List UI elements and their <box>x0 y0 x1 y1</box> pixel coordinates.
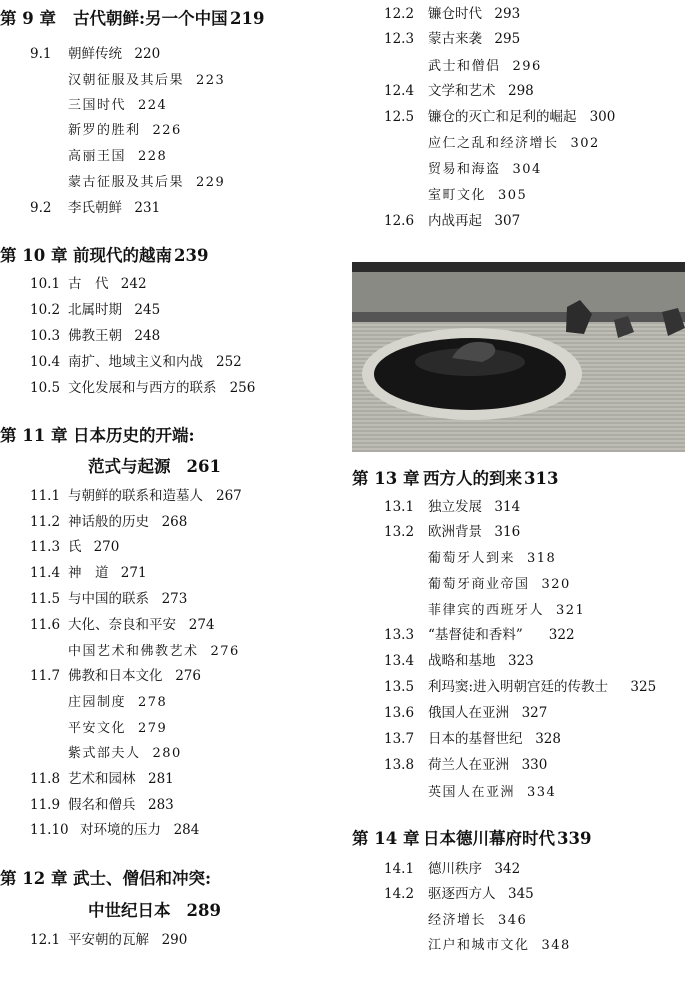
section-title: 日本的基督世纪 <box>428 731 523 747</box>
page-number: 228 <box>138 149 168 164</box>
subsection-title: 高丽王国 <box>68 149 127 164</box>
section-title: 镰仓的灭亡和足利的崛起 <box>428 109 577 125</box>
section-number: 10.4 <box>30 354 61 370</box>
page-number: 346 <box>498 913 528 928</box>
page-number: 334 <box>527 785 557 800</box>
page-number: 293 <box>494 6 521 22</box>
section-title: “基督徒和香料” <box>428 627 523 643</box>
section-number: 11.10 <box>30 822 69 838</box>
chapter-number: 第 11 章 <box>0 426 68 445</box>
subsection-title: 经济增长 <box>428 913 487 928</box>
section-title: 与中国的联系 <box>68 591 149 607</box>
section-title: 德川秩序 <box>428 861 482 877</box>
page-number: 281 <box>148 771 174 787</box>
section-number: 10.1 <box>30 276 61 292</box>
subsection-title: 三国时代 <box>68 98 127 113</box>
chapter-title: 日本历史的开端: <box>73 426 195 445</box>
chapter-title-continued: 中世纪日本 <box>88 901 171 920</box>
section-title: 南扩、地域主义和内战 <box>68 354 203 370</box>
section-title: 艺术和园林 <box>68 771 136 787</box>
section-title: 古 代 <box>68 276 109 292</box>
section-number: 11.9 <box>30 797 61 813</box>
section-number: 13.2 <box>384 524 415 540</box>
subsection-title: 蒙古征服及其后果 <box>68 175 185 190</box>
page-number: 307 <box>494 213 521 229</box>
page-number: 267 <box>216 488 242 504</box>
page-number: 321 <box>556 603 586 618</box>
page-number: 313 <box>524 469 559 488</box>
page-number: 223 <box>196 73 226 88</box>
page-number: 348 <box>541 938 571 953</box>
subsection-title: 英国人在亚洲 <box>428 785 516 800</box>
section-title: 俄国人在亚洲 <box>428 705 509 721</box>
section-title: 利玛窦:进入明朝宫廷的传教士 <box>428 679 609 695</box>
page-number: 270 <box>93 539 120 555</box>
page-number: 276 <box>210 644 240 659</box>
page-number: 295 <box>494 31 521 47</box>
page-number: 273 <box>161 591 188 607</box>
subsection-title: 江户和城市文化 <box>428 938 530 953</box>
page-number: 239 <box>174 246 209 265</box>
page-number: 278 <box>138 695 168 710</box>
section-number: 13.3 <box>384 627 415 643</box>
section-title: 文化发展和与西方的联系 <box>68 380 217 396</box>
section-number: 13.1 <box>384 499 415 515</box>
section-number: 12.3 <box>384 31 415 47</box>
section-title: 佛教和日本文化 <box>68 668 163 684</box>
page-number: 339 <box>557 829 592 848</box>
section-title: 朝鲜传统 <box>68 46 122 62</box>
section-title: 神话般的历史 <box>68 514 149 530</box>
section-number: 11.5 <box>30 591 61 607</box>
page-number: 325 <box>630 679 657 695</box>
subsection-title: 室町文化 <box>428 188 487 203</box>
page-number: 330 <box>521 757 548 773</box>
section-number: 11.7 <box>30 668 61 684</box>
chapter-number: 第 10 章 <box>0 246 68 265</box>
section-title: 荷兰人在亚洲 <box>428 757 509 773</box>
page-number: 276 <box>175 668 201 684</box>
page-number: 274 <box>188 617 215 633</box>
subsection-title: 紫式部夫人 <box>68 746 141 761</box>
page-number: 300 <box>589 109 616 125</box>
section-title: 镰仓时代 <box>428 6 482 22</box>
subsection-title: 汉朝征服及其后果 <box>68 73 185 88</box>
page-number: 245 <box>134 302 161 318</box>
chapter-number: 第 13 章 <box>352 469 420 488</box>
page-number: 342 <box>494 861 521 877</box>
page-number: 271 <box>120 565 147 581</box>
section-number: 10.5 <box>30 380 61 396</box>
subsection-title: 庄园制度 <box>68 695 127 710</box>
section-title: 欧洲背景 <box>428 524 482 540</box>
page-number: 323 <box>508 653 534 669</box>
page-number: 283 <box>148 797 174 813</box>
page-number: 242 <box>120 276 147 292</box>
chapter-number: 第 9 章 <box>0 9 56 28</box>
section-number: 12.6 <box>384 213 415 229</box>
section-title: 蒙古来袭 <box>428 31 482 47</box>
section-title: 李氏朝鲜 <box>68 200 122 216</box>
section-number: 11.1 <box>30 488 61 504</box>
section-number: 13.6 <box>384 705 415 721</box>
section-number: 11.2 <box>30 514 61 530</box>
subsection-title: 葡萄牙人到来 <box>428 551 516 566</box>
subsection-title: 应仁之乱和经济增长 <box>428 136 559 151</box>
section-title: 与朝鲜的联系和造墓人 <box>68 488 203 504</box>
subsection-title: 中国艺术和佛教艺术 <box>68 644 199 659</box>
section-number: 13.8 <box>384 757 415 773</box>
page-number: 289 <box>186 901 221 920</box>
page-number: 229 <box>196 175 226 190</box>
chapter-title: 古代朝鲜:另一个中国 <box>73 9 228 28</box>
page-number: 304 <box>512 162 542 177</box>
subsection-title: 菲律宾的西班牙人 <box>428 603 545 618</box>
page-number: 268 <box>161 514 188 530</box>
subsection-title: 新罗的胜利 <box>68 123 141 138</box>
page-number: 220 <box>134 46 161 62</box>
page-number: 302 <box>570 136 600 151</box>
section-number: 11.4 <box>30 565 61 581</box>
section-number: 11.3 <box>30 539 61 555</box>
page-number: 261 <box>186 457 221 476</box>
page-number: 320 <box>541 577 571 592</box>
section-number: 13.4 <box>384 653 415 669</box>
section-number: 13.5 <box>384 679 415 695</box>
section-title: 驱逐西方人 <box>428 886 496 902</box>
section-number: 14.1 <box>384 861 415 877</box>
section-title: 神 道 <box>68 565 109 581</box>
chapter-title-continued: 范式与起源 <box>88 457 171 476</box>
page-number: 256 <box>229 380 256 396</box>
chapter-number: 第 12 章 <box>0 869 68 888</box>
page-number: 280 <box>152 746 182 761</box>
chapter-number: 第 14 章 <box>352 829 420 848</box>
section-title: 对环境的压力 <box>80 822 161 838</box>
page-number: 316 <box>494 524 521 540</box>
section-number: 12.2 <box>384 6 415 22</box>
page-number: 322 <box>548 627 575 643</box>
section-number: 12.4 <box>384 83 415 99</box>
page-number: 318 <box>527 551 557 566</box>
page-number: 248 <box>134 328 161 344</box>
page-number: 327 <box>521 705 548 721</box>
page-number: 298 <box>508 83 534 99</box>
section-title: 假名和僧兵 <box>68 797 136 813</box>
section-title: 氏 <box>68 539 82 555</box>
page-number: 328 <box>535 731 561 747</box>
section-title: 内战再起 <box>428 213 482 229</box>
page-number: 290 <box>161 932 188 948</box>
section-title: 平安朝的瓦解 <box>68 932 149 948</box>
subsection-title: 平安文化 <box>68 721 127 736</box>
section-title: 大化、奈良和平安 <box>68 617 176 633</box>
section-number: 12.1 <box>30 932 61 948</box>
section-title: 独立发展 <box>428 499 482 515</box>
page-number: 226 <box>152 123 182 138</box>
page-number: 224 <box>138 98 168 113</box>
section-number: 11.6 <box>30 617 61 633</box>
section-number: 11.8 <box>30 771 61 787</box>
page-number: 279 <box>138 721 168 736</box>
zen-garden-photo <box>352 262 685 452</box>
section-title: 佛教王朝 <box>68 328 122 344</box>
page-number: 284 <box>173 822 200 838</box>
page-number: 314 <box>494 499 521 515</box>
section-number: 9.2 <box>30 200 52 216</box>
section-number: 9.1 <box>30 46 52 62</box>
subsection-title: 贸易和海盗 <box>428 162 501 177</box>
chapter-title: 西方人的到来 <box>423 469 522 488</box>
chapter-title: 武士、僧侣和冲突: <box>73 869 212 888</box>
subsection-title: 武士和僧侣 <box>428 59 501 74</box>
section-number: 10.2 <box>30 302 61 318</box>
page-number: 345 <box>508 886 534 902</box>
subsection-title: 葡萄牙商业帝国 <box>428 577 530 592</box>
section-title: 北属时期 <box>68 302 122 318</box>
section-number: 12.5 <box>384 109 415 125</box>
section-number: 14.2 <box>384 886 415 902</box>
page-number: 219 <box>230 9 265 28</box>
rock-garden-image <box>352 262 685 452</box>
section-title: 文学和艺术 <box>428 83 496 99</box>
section-title: 战略和基地 <box>428 653 496 669</box>
page-number: 231 <box>134 200 161 216</box>
page-number: 296 <box>512 59 542 74</box>
section-number: 13.7 <box>384 731 415 747</box>
page-number: 252 <box>216 354 242 370</box>
chapter-title: 前现代的越南 <box>73 246 172 265</box>
section-number: 10.3 <box>30 328 61 344</box>
chapter-title: 日本德川幕府时代 <box>423 829 555 848</box>
page-number: 305 <box>498 188 528 203</box>
